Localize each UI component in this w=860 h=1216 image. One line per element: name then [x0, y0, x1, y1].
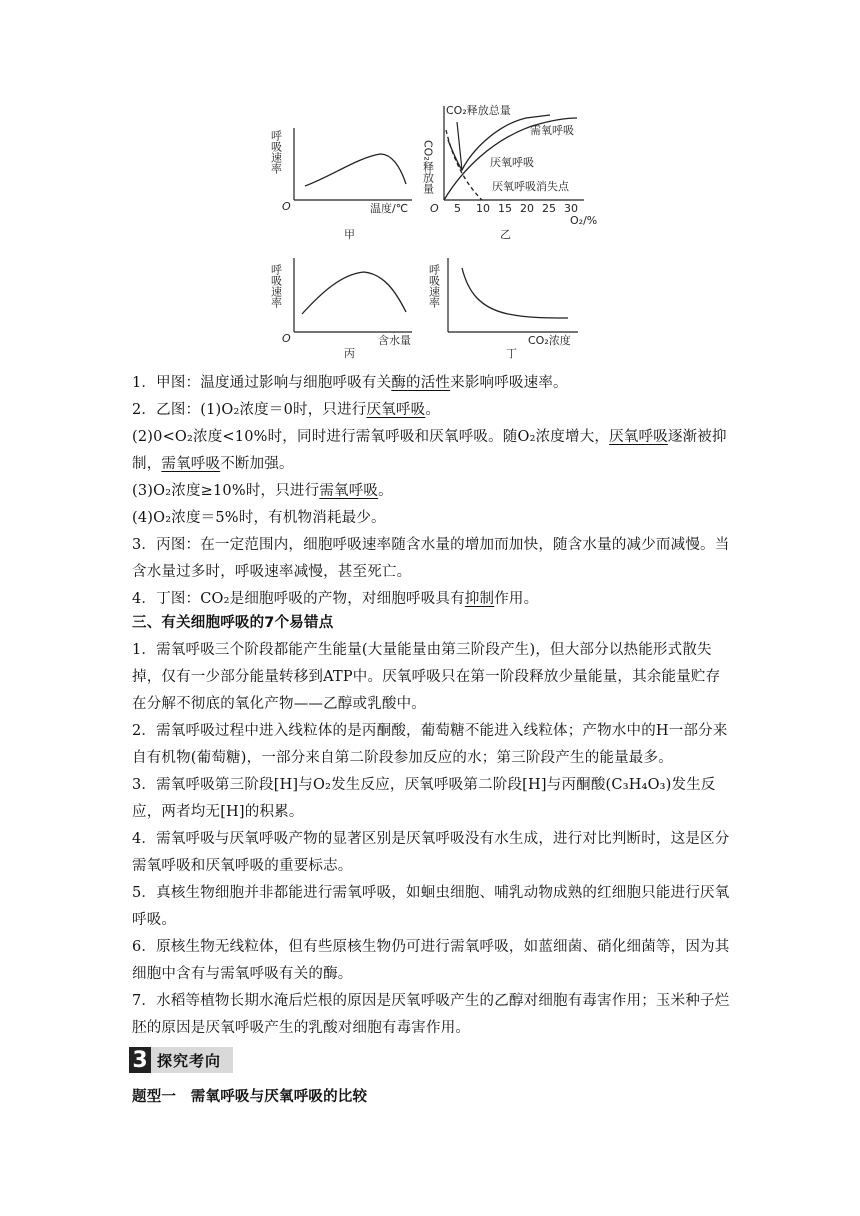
yi-tick-2: 10 — [476, 202, 490, 215]
bing-xlabel: 含水量 — [378, 334, 411, 347]
yi-tick-6: 30 — [564, 202, 578, 215]
mistake-7: 7．水稻等植物长期水淹后烂根的原因是厌氧呼吸产生的乙醇对细胞有毒害作用；玉米种子烂胚的原因是厌氧呼吸产生的乳酸对细胞有毒害作用。 — [132, 993, 730, 1036]
ding-curve — [462, 268, 568, 318]
yi-caption: 乙 — [500, 228, 511, 241]
yi-tick-5: 25 — [542, 202, 556, 215]
point-3: 3．丙图：在一定范围内，细胞呼吸速率随含水量的增加而加快，随含水量的减少而减慢。当含水量过多时，呼吸速率减慢，甚至死亡。 — [132, 537, 730, 580]
point-2-sub-4: (4)O₂浓度＝5%时，有机物消耗最少。 — [132, 510, 386, 526]
point-2-sub-3: (3)O₂浓度≥10%时，只进行需氧呼吸。 — [132, 483, 393, 499]
yi-label-total: CO₂释放总量 — [446, 104, 511, 117]
jia-ylabel: 呼吸速率 — [269, 130, 283, 174]
yi-tick-4: 20 — [520, 202, 534, 215]
section-badge — [129, 1047, 233, 1073]
figure-ding — [428, 252, 588, 364]
section-badge-number: 3 — [129, 1047, 151, 1073]
yi-ylabel: CO₂释放量 — [421, 140, 435, 194]
ding-caption: 丁 — [506, 347, 517, 360]
question-type-heading: 题型一 需氧呼吸与厌氧呼吸的比较 — [132, 1089, 368, 1105]
figure-bing — [269, 252, 422, 364]
ding-xlabel: CO₂浓度 — [528, 334, 571, 347]
figure-jia — [269, 118, 422, 248]
mistake-3: 3．需氧呼吸第三阶段[H]与O₂发生反应，厌氧呼吸第二阶段[H]与丙酮酸(C₃H₄O₃)发生反应，两者均无[H]的积累。 — [132, 777, 716, 820]
jia-xlabel: 温度/℃ — [370, 202, 409, 215]
yi-xlabel: O₂/% — [570, 214, 598, 227]
figure-yi — [421, 100, 598, 245]
mistake-1: 1．需氧呼吸三个阶段都能产生能量(大量能量由第三阶段产生)，但大部分以热能形式散失掉，仅有一少部分能量转移到ATP中。厌氧呼吸只在第一阶段释放少量能量，其余能量贮存在分解不彻底的氧化产物——乙醇或乳酸中。 — [132, 642, 721, 712]
section-heading: 三、有关细胞呼吸的7个易错点 — [132, 615, 334, 631]
section-badge-title: 探究考向 — [151, 1047, 233, 1073]
ding-ylabel: 呼吸速率 — [427, 264, 441, 308]
bing-curve — [302, 272, 406, 314]
jia-curve — [305, 154, 406, 186]
mistake-4: 4．需氧呼吸与厌氧呼吸产物的显著区别是厌氧呼吸没有水生成，进行对比判断时，这是区分需氧呼吸和厌氧呼吸的重要标志。 — [132, 831, 730, 874]
bing-ylabel: 呼吸速率 — [269, 264, 283, 308]
yi-origin: O — [430, 202, 439, 215]
yi-label-vanish: 厌氧呼吸消失点 — [492, 180, 569, 193]
yi-label-anaerobic: 厌氧呼吸 — [490, 156, 534, 169]
point-2: 2．乙图：(1)O₂浓度＝0时，只进行厌氧呼吸。 — [132, 402, 441, 418]
bing-caption: 丙 — [344, 347, 355, 360]
bing-origin: O — [282, 332, 291, 345]
mistake-5: 5．真核生物细胞并非都能进行需氧呼吸，如蛔虫细胞、哺乳动物成熟的红细胞只能进行厌氧呼吸。 — [132, 885, 730, 928]
yi-label-aerobic: 需氧呼吸 — [530, 124, 574, 137]
point-4: 4．丁图：CO₂是细胞呼吸的产物，对细胞呼吸具有抑制作用。 — [132, 591, 539, 607]
point-2-sub-2: (2)0<O₂浓度<10%时，同时进行需氧呼吸和厌氧呼吸。随O₂浓度增大，厌氧呼吸逐渐被抑制，需氧呼吸不断加强。 — [132, 429, 727, 472]
mistake-2: 2．需氧呼吸过程中进入线粒体的是丙酮酸，葡萄糖不能进入线粒体；产物水中的H一部分来自有机物(葡萄糖)，一部分来自第二阶段参加反应的水；第三阶段产生的能量最多。 — [132, 723, 728, 766]
yi-tick-3: 15 — [498, 202, 512, 215]
jia-origin: O — [282, 200, 291, 213]
yi-tick-1: 5 — [454, 202, 461, 215]
point-1: 1．甲图：温度通过影响与细胞呼吸有关酶的活性来影响呼吸速率。 — [132, 375, 568, 391]
jia-caption: 甲 — [344, 228, 355, 241]
mistake-6: 6．原核生物无线粒体，但有些原核生物仍可进行需氧呼吸，如蓝细菌、硝化细菌等，因为其细胞中含有与需氧呼吸有关的酶。 — [132, 939, 730, 982]
underline-enzyme-activity: 酶的活性 — [391, 375, 451, 391]
